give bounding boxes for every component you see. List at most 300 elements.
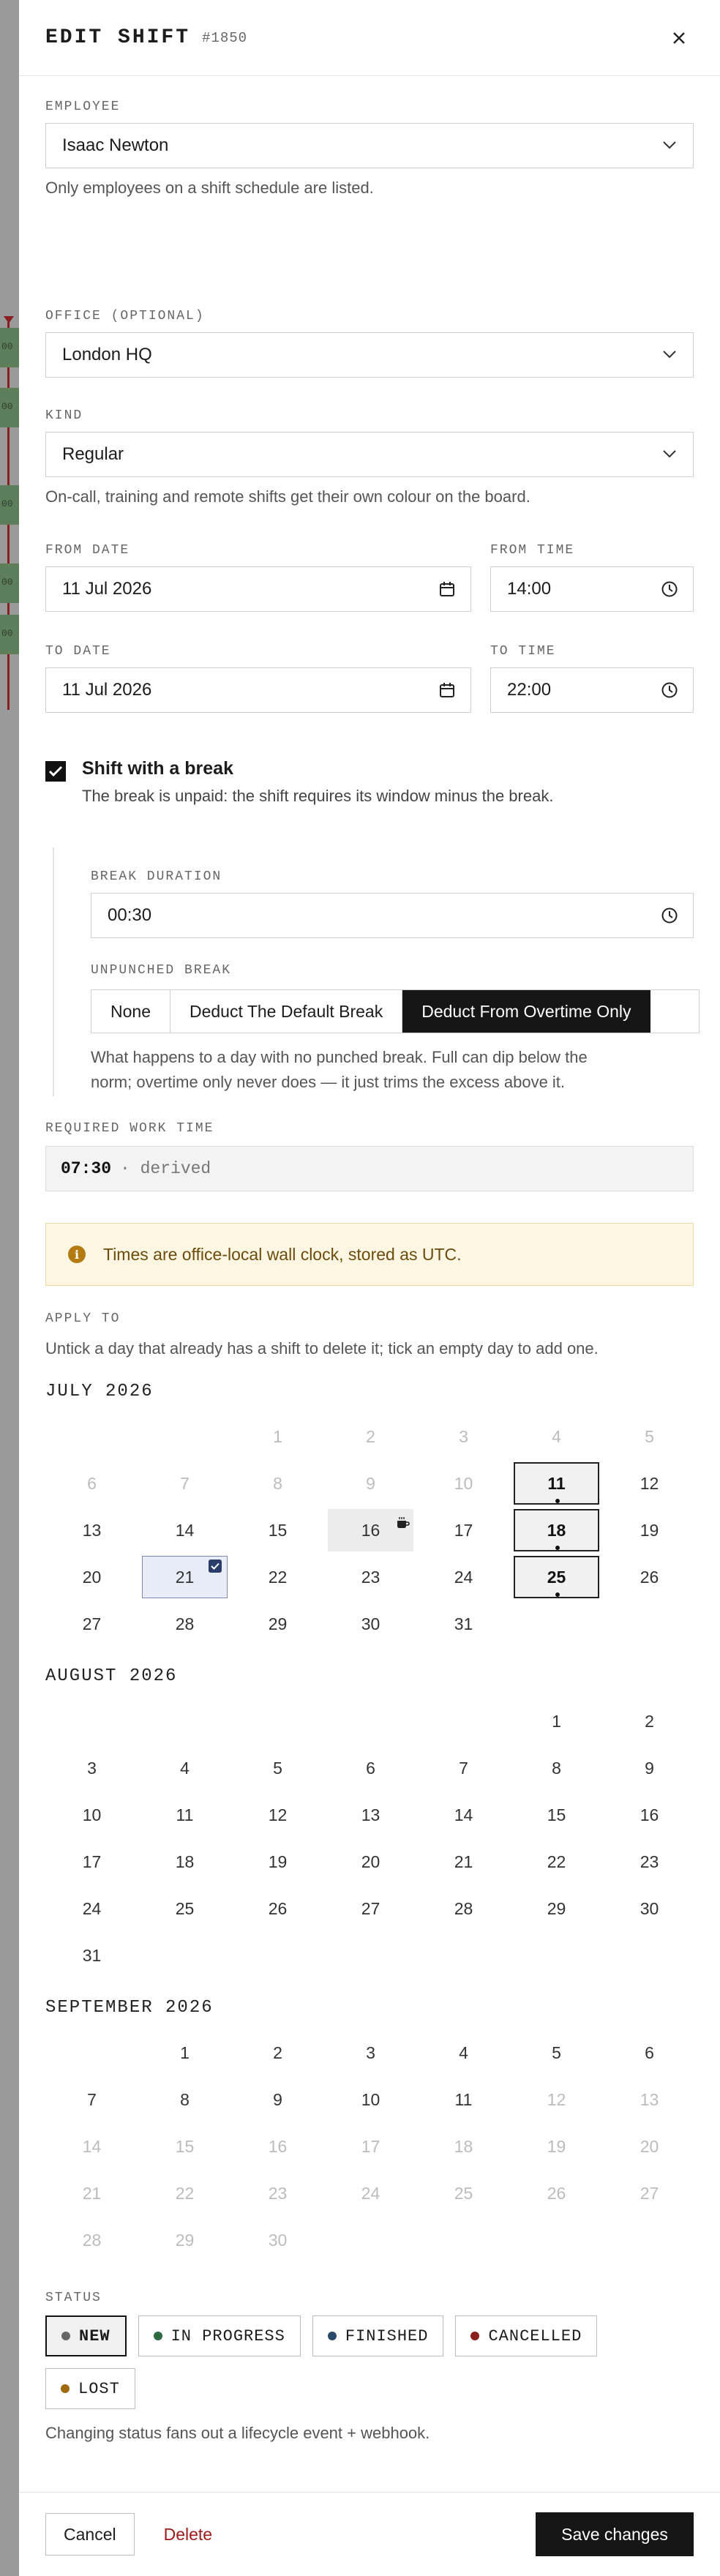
calendar-day-number: 3 (366, 2043, 375, 2062)
calendar-empty-cell (324, 1698, 417, 1745)
calendar-day[interactable] (603, 1885, 696, 1932)
unpunched-option-overtime[interactable]: Deduct From Overtime Only (402, 990, 650, 1033)
calendar-day-number: 11 (176, 1805, 194, 1824)
calendar-day-number: 8 (552, 1758, 561, 1778)
clock-icon (661, 580, 678, 598)
office-value: London HQ (62, 345, 152, 364)
kind-value: Regular (62, 444, 124, 464)
apply-calendar (45, 1382, 704, 2283)
calendar-day[interactable] (45, 1600, 138, 1647)
calendar-empty-cell (45, 1413, 138, 1460)
save-changes-button[interactable]: Save changes (536, 2512, 694, 2556)
calendar-day[interactable] (417, 1885, 510, 1932)
unpunched-break-label: UNPUNCHED BREAK (91, 963, 232, 978)
calendar-day-number: 6 (645, 2043, 654, 2062)
calendar-day[interactable] (231, 1838, 324, 1885)
calendar-month-title: SEPTEMBER 2026 (45, 1998, 214, 2018)
calendar-day-number: 4 (459, 2043, 468, 2062)
calendar-empty-cell (231, 1698, 324, 1745)
calendar-day-number: 15 (547, 1805, 566, 1824)
calendar-day[interactable] (417, 1554, 510, 1600)
from-date-label: FROM DATE (45, 543, 130, 558)
calendar-day-number: 17 (82, 1852, 102, 1871)
calendar-day (510, 2123, 603, 2170)
calendar-day-number: 23 (640, 1852, 659, 1871)
calendar-day[interactable] (231, 1600, 324, 1647)
kind-label: KIND (45, 408, 83, 423)
calendar-day[interactable] (231, 1554, 324, 1600)
calendar-day-number: 17 (454, 1520, 473, 1540)
status-chip-label: FINISHED (345, 2326, 429, 2345)
chevron-down-icon (662, 140, 677, 150)
calendar-day-number: 1 (273, 1426, 282, 1446)
existing-shift-dot (555, 1546, 560, 1550)
calendar-month (45, 1998, 704, 2264)
checkmark-icon (48, 765, 63, 777)
calendar-day (417, 2170, 510, 2217)
calendar-day-number: 14 (175, 1520, 195, 1540)
calendar-day (603, 2076, 696, 2123)
calendar-month-title: AUGUST 2026 (45, 1666, 178, 1686)
calendar-day-number: 7 (87, 2089, 97, 2109)
calendar-day[interactable] (510, 1885, 603, 1932)
calendar-empty-cell (417, 1698, 510, 1745)
to-date-value: 11 Jul 2026 (62, 680, 152, 700)
status-chip[interactable] (45, 2368, 135, 2409)
calendar-day[interactable] (510, 1460, 603, 1507)
calendar-day-number: 23 (268, 2183, 288, 2203)
office-label: OFFICE (OPTIONAL) (45, 309, 205, 323)
calendar-day-number: 29 (175, 2230, 195, 2250)
calendar-day[interactable] (324, 1745, 417, 1791)
calendar-day[interactable] (138, 2029, 231, 2076)
calendar-day-number: 22 (547, 1852, 566, 1871)
calendar-day[interactable] (231, 1885, 324, 1932)
calendar-day[interactable] (324, 1885, 417, 1932)
shift-break-subtitle: The break is unpaid: the shift requires its window minus the break. (82, 787, 554, 805)
calendar-day[interactable] (231, 1507, 324, 1554)
calendar-day (324, 2123, 417, 2170)
calendar-day-number: 2 (273, 2043, 282, 2062)
calendar-day-number: 19 (640, 1520, 659, 1540)
existing-shift-dot (555, 1499, 560, 1503)
calendar-day-number: 22 (175, 2183, 195, 2203)
calendar-day-number: 14 (82, 2136, 102, 2156)
calendar-day-number: 6 (366, 1758, 375, 1778)
calendar-day[interactable] (231, 2029, 324, 2076)
calendar-day-number: 21 (175, 1567, 195, 1587)
calendar-day-number: 10 (82, 1805, 102, 1824)
office-select[interactable] (45, 332, 694, 378)
calendar-day[interactable] (603, 1698, 696, 1745)
calendar-day[interactable] (231, 1745, 324, 1791)
unpunched-help-line: What happens to a day with no punched break. Full can dip below the (91, 1048, 588, 1066)
calendar-day[interactable] (138, 1838, 231, 1885)
calendar-day-number: 19 (547, 2136, 566, 2156)
calendar-day-number: 26 (640, 1567, 659, 1587)
calendar-day-number: 24 (82, 1898, 102, 1918)
from-date-field[interactable] (45, 566, 471, 612)
calendar-day-number: 24 (361, 2183, 380, 2203)
status-chip[interactable] (45, 2315, 127, 2356)
calendar-day-number: 14 (454, 1805, 473, 1824)
required-work-time-field (45, 1146, 694, 1191)
calendar-day-number: 4 (180, 1758, 190, 1778)
calendar-day-number: 26 (268, 1898, 288, 1918)
unpunched-break-segmented-control (91, 989, 700, 1033)
calendar-day[interactable] (138, 1600, 231, 1647)
calendar-day-number: 24 (454, 1567, 473, 1587)
close-icon (672, 31, 686, 45)
board-shift-block (0, 615, 19, 654)
calendar-day-number: 29 (268, 1614, 288, 1633)
from-time-label: FROM TIME (490, 543, 575, 558)
calendar-day-number: 11 (547, 1473, 566, 1493)
calendar-day[interactable] (324, 2029, 417, 2076)
required-work-time-value: 07:30 (61, 1159, 112, 1178)
calendar-day-number: 27 (361, 1898, 380, 1918)
calendar-day[interactable] (138, 1745, 231, 1791)
calendar-day[interactable] (603, 1745, 696, 1791)
coffee-cup-icon (396, 1514, 410, 1534)
calendar-empty-cell (45, 2029, 138, 2076)
calendar-day-number: 21 (454, 1852, 473, 1871)
calendar-day-number: 9 (366, 1473, 375, 1493)
calendar-day-number: 31 (82, 1945, 102, 1965)
calendar-day (324, 1460, 417, 1507)
calendar-day-number: 30 (640, 1898, 659, 1918)
apply-to-help: Untick a day that already has a shift to delete it; tick an empty day to add one. (45, 1339, 599, 1358)
calendar-day-number: 9 (273, 2089, 282, 2109)
employee-label: EMPLOYEE (45, 100, 121, 114)
calendar-day-number: 13 (640, 2089, 659, 2109)
calendar-day (138, 1460, 231, 1507)
calendar-day-number: 28 (454, 1898, 473, 1918)
calendar-day-number: 3 (459, 1426, 468, 1446)
calendar-day[interactable] (324, 2076, 417, 2123)
calendar-day[interactable] (231, 2076, 324, 2123)
calendar-day[interactable] (138, 2076, 231, 2123)
status-dot-icon (154, 2332, 162, 2340)
calendar-day-number: 19 (268, 1852, 288, 1871)
calendar-day-number: 5 (273, 1758, 282, 1778)
calendar-day (45, 1460, 138, 1507)
calendar-day[interactable] (417, 1600, 510, 1647)
status-chip-label: CANCELLED (488, 2326, 582, 2345)
to-date-label: TO DATE (45, 644, 111, 659)
calendar-day-number: 5 (552, 2043, 561, 2062)
calendar-day-number: 23 (361, 1567, 380, 1587)
shift-break-checkbox[interactable] (45, 761, 66, 782)
calendar-day (417, 1413, 510, 1460)
calendar-day-number: 15 (175, 2136, 195, 2156)
board-shift-label: 00 (1, 401, 13, 412)
calendar-day-number: 1 (180, 2043, 190, 2062)
employee-select[interactable] (45, 123, 694, 168)
calendar-day[interactable] (45, 1554, 138, 1600)
kind-help: On-call, training and remote shifts get their own colour on the board. (45, 487, 530, 506)
calendar-empty-cell (138, 1413, 231, 1460)
calendar-month (45, 1382, 704, 1647)
calendar-day[interactable] (417, 1838, 510, 1885)
calendar-day[interactable] (603, 1791, 696, 1838)
apply-to-label: APPLY TO (45, 1311, 121, 1326)
from-time-field[interactable] (490, 566, 694, 612)
calendar-day-number: 29 (547, 1898, 566, 1918)
calendar-day (603, 2123, 696, 2170)
unpunched-option-none[interactable]: None (91, 990, 170, 1033)
calendar-day-number: 18 (175, 1852, 195, 1871)
calendar-day-number: 25 (547, 1567, 566, 1587)
calendar-day[interactable] (510, 1698, 603, 1745)
info-icon: i (68, 1246, 86, 1263)
calendar-day[interactable] (510, 1745, 603, 1791)
calendar-day-number: 6 (87, 1473, 97, 1493)
status-dot-icon (61, 2384, 70, 2393)
calendar-day[interactable] (510, 1838, 603, 1885)
unpunched-option-default[interactable]: Deduct The Default Break (170, 990, 402, 1033)
board-shift-label: 00 (1, 628, 13, 639)
drawer-header (19, 0, 720, 76)
calendar-day-number: 16 (361, 1520, 380, 1540)
board-shift-block (0, 564, 19, 603)
calendar-day-number: 22 (268, 1567, 288, 1587)
timezone-notice (45, 1223, 694, 1286)
calendar-day-number: 2 (366, 1426, 375, 1446)
to-time-value: 22:00 (507, 680, 552, 700)
calendar-day[interactable] (45, 1838, 138, 1885)
calendar-day-number: 20 (82, 1567, 102, 1587)
calendar-day-number: 3 (87, 1758, 97, 1778)
board-shift-label: 00 (1, 341, 13, 352)
calendar-day-number: 27 (82, 1614, 102, 1633)
calendar-day (45, 2170, 138, 2217)
calendar-day (510, 1413, 603, 1460)
calendar-day-number: 28 (82, 2230, 102, 2250)
calendar-day[interactable] (138, 1507, 231, 1554)
kind-select[interactable] (45, 432, 694, 477)
calendar-day-number: 30 (268, 2230, 288, 2250)
calendar-day-number: 12 (547, 2089, 566, 2109)
calendar-day[interactable] (324, 1600, 417, 1647)
calendar-day[interactable] (603, 1460, 696, 1507)
calendar-day[interactable] (417, 1745, 510, 1791)
status-chip[interactable] (312, 2315, 444, 2356)
status-chip[interactable] (138, 2315, 301, 2356)
to-time-field[interactable] (490, 667, 694, 713)
calendar-day[interactable] (603, 2029, 696, 2076)
status-dot-icon (61, 2332, 70, 2340)
calendar-day[interactable] (138, 1554, 231, 1600)
calendar-day-number: 11 (454, 2089, 473, 2109)
calendar-day (510, 2170, 603, 2217)
calendar-day-number: 25 (454, 2183, 473, 2203)
calendar-day[interactable] (45, 1791, 138, 1838)
unpunched-break-help (91, 1045, 720, 1095)
calendar-day-number: 8 (180, 2089, 190, 2109)
clock-icon (661, 907, 678, 924)
calendar-day (231, 2170, 324, 2217)
calendar-day-number: 10 (361, 2089, 380, 2109)
timezone-notice-text: Times are office-local wall clock, stored as UTC. (103, 1244, 462, 1264)
calendar-day-number: 15 (268, 1520, 288, 1540)
status-help: Changing status fans out a lifecycle event + webhook. (45, 2424, 430, 2442)
calendar-day[interactable] (138, 1885, 231, 1932)
drawer-footer (19, 2492, 720, 2576)
board-shift-block (0, 328, 19, 367)
calendar-day[interactable] (324, 1838, 417, 1885)
status-chip-label: LOST (78, 2379, 120, 2398)
board-shift-label: 00 (1, 577, 13, 588)
shift-board-background (0, 0, 19, 2576)
status-dot-icon (328, 2332, 337, 2340)
required-work-time-label: REQUIRED WORK TIME (45, 1121, 214, 1136)
close-button[interactable] (664, 23, 694, 53)
calendar-day-number: 4 (552, 1426, 561, 1446)
calendar-day[interactable] (45, 1932, 138, 1979)
status-dot-icon (470, 2332, 479, 2340)
employee-value: Isaac Newton (62, 135, 169, 155)
calendar-day[interactable] (45, 1885, 138, 1932)
calendar-day-number: 20 (361, 1852, 380, 1871)
derived-suffix: · derived (120, 1159, 211, 1178)
from-time-value: 14:00 (507, 579, 552, 599)
calendar-day-number: 13 (82, 1520, 102, 1540)
cancel-button[interactable]: Cancel (45, 2513, 135, 2556)
calendar-day (324, 2170, 417, 2217)
board-shift-label: 00 (1, 498, 13, 509)
calendar-day (324, 1413, 417, 1460)
calendar-day[interactable] (45, 2076, 138, 2123)
calendar-day[interactable] (45, 1745, 138, 1791)
calendar-day[interactable] (510, 1507, 603, 1554)
checkbox-checked-icon (209, 1560, 222, 1573)
calendar-day[interactable] (603, 1838, 696, 1885)
calendar-icon (438, 681, 456, 699)
calendar-empty-cell (138, 1698, 231, 1745)
calendar-day[interactable] (324, 1554, 417, 1600)
status-label: STATUS (45, 2291, 102, 2305)
calendar-day[interactable] (510, 1791, 603, 1838)
status-chip-label: IN PROGRESS (170, 2326, 285, 2345)
calendar-day[interactable] (324, 1791, 417, 1838)
calendar-day[interactable] (417, 1507, 510, 1554)
drawer-title: EDIT SHIFT (45, 26, 191, 49)
calendar-day-number: 27 (640, 2183, 659, 2203)
calendar-month (45, 1666, 704, 1979)
calendar-day[interactable] (603, 1554, 696, 1600)
calendar-day-number: 16 (268, 2136, 288, 2156)
shift-break-title: Shift with a break (82, 758, 233, 779)
break-duration-field[interactable] (91, 893, 694, 938)
calendar-day (603, 1413, 696, 1460)
calendar-day-number: 7 (180, 1473, 190, 1493)
calendar-day[interactable] (417, 1791, 510, 1838)
calendar-day[interactable] (510, 2029, 603, 2076)
to-date-field[interactable] (45, 667, 471, 713)
calendar-day (231, 1413, 324, 1460)
calendar-day-number: 18 (547, 1520, 566, 1540)
unpunched-help-line: norm; overtime only never does — it just trims the excess above it. (91, 1073, 566, 1091)
calendar-day-number: 25 (175, 1898, 195, 1918)
to-time-label: TO TIME (490, 644, 556, 659)
calendar-day (138, 2170, 231, 2217)
calendar-day-number: 7 (459, 1758, 468, 1778)
calendar-day (417, 1460, 510, 1507)
calendar-day-number: 30 (361, 1614, 380, 1633)
calendar-day (417, 2123, 510, 2170)
calendar-day-number: 26 (547, 2183, 566, 2203)
from-date-value: 11 Jul 2026 (62, 579, 152, 599)
status-chip-label: NEW (79, 2326, 110, 2345)
calendar-day (510, 2076, 603, 2123)
calendar-day (231, 2123, 324, 2170)
calendar-day (231, 2217, 324, 2264)
calendar-day[interactable] (417, 2029, 510, 2076)
calendar-day (45, 2123, 138, 2170)
employee-help: Only employees on a shift schedule are listed. (45, 179, 374, 197)
calendar-grid (45, 1413, 704, 1647)
calendar-day-number: 17 (361, 2136, 380, 2156)
calendar-day-number: 31 (454, 1614, 473, 1633)
break-settings (53, 847, 720, 1096)
existing-shift-dot (555, 1592, 560, 1597)
calendar-day-number: 13 (361, 1805, 380, 1824)
calendar-icon (438, 580, 456, 598)
board-shift-block (0, 388, 19, 427)
break-duration-value: 00:30 (108, 905, 152, 925)
edit-shift-drawer (19, 0, 720, 2576)
calendar-day (231, 1460, 324, 1507)
calendar-empty-cell (45, 1698, 138, 1745)
calendar-day-number: 20 (640, 2136, 659, 2156)
calendar-day-number: 10 (454, 1473, 473, 1493)
calendar-day[interactable] (324, 1507, 417, 1554)
calendar-day-number: 21 (82, 2183, 102, 2203)
calendar-day[interactable] (603, 1507, 696, 1554)
calendar-day (138, 2217, 231, 2264)
calendar-day-number: 18 (454, 2136, 473, 2156)
chevron-down-icon (662, 349, 677, 359)
calendar-day[interactable] (417, 2076, 510, 2123)
calendar-grid (45, 1698, 704, 1979)
calendar-day-number: 12 (640, 1473, 659, 1493)
status-options (45, 2315, 689, 2409)
status-chip[interactable] (455, 2315, 597, 2356)
chevron-down-icon (662, 449, 677, 459)
calendar-day-number: 8 (273, 1473, 282, 1493)
calendar-grid (45, 2029, 704, 2264)
calendar-month-title: JULY 2026 (45, 1382, 154, 1401)
calendar-day (45, 2217, 138, 2264)
calendar-day (603, 2170, 696, 2217)
board-shift-block (0, 485, 19, 525)
calendar-day[interactable] (510, 1554, 603, 1600)
delete-button[interactable]: Delete (163, 2524, 213, 2544)
calendar-day-number: 1 (552, 1711, 561, 1731)
calendar-day-number: 28 (175, 1614, 195, 1633)
calendar-day[interactable] (45, 1507, 138, 1554)
calendar-day-number: 2 (645, 1711, 654, 1731)
break-duration-label: BREAK DURATION (91, 869, 222, 884)
clock-icon (661, 681, 678, 699)
calendar-day (138, 2123, 231, 2170)
calendar-day-number: 5 (645, 1426, 654, 1446)
calendar-day[interactable] (231, 1791, 324, 1838)
calendar-day-number: 12 (268, 1805, 288, 1824)
shift-number: #1850 (202, 29, 248, 46)
calendar-day[interactable] (138, 1791, 231, 1838)
